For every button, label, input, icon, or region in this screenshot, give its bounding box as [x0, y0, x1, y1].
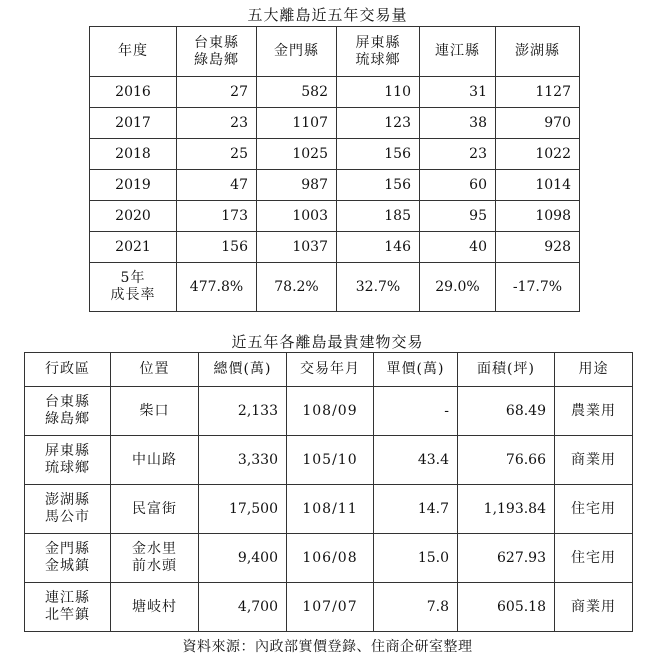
value-cell: 25 [177, 139, 257, 170]
growth-label: 5年 成長率 [90, 263, 177, 312]
growth-value: 29.0% [420, 263, 496, 312]
header-unit-price: 單價(萬) [374, 353, 458, 387]
district-cell: 金門縣 金城鎮 [25, 534, 111, 583]
value-cell: 970 [496, 108, 580, 139]
table-row [90, 232, 580, 263]
most-expensive-building-table [24, 352, 633, 632]
total-price-cell: 3,330 [199, 436, 287, 485]
header-usage: 用途 [555, 353, 633, 387]
usage-cell: 住宅用 [555, 534, 633, 583]
value-cell: 156 [337, 139, 420, 170]
value-cell: 40 [420, 232, 496, 263]
value-cell: 1127 [496, 77, 580, 108]
year-cell: 2021 [90, 232, 177, 263]
total-price-cell: 17,500 [199, 485, 287, 534]
district-cell: 台東縣 綠島鄉 [25, 387, 111, 436]
growth-value: 32.7% [337, 263, 420, 312]
location-cell: 塘岐村 [111, 583, 199, 632]
value-cell: 123 [337, 108, 420, 139]
unit-price-cell: 7.8 [374, 583, 458, 632]
year-cell: 2017 [90, 108, 177, 139]
growth-rate-row [90, 263, 580, 312]
header-pingtung-liuqiu: 屏東縣 琉球鄉 [337, 27, 420, 77]
table-row [90, 201, 580, 232]
header-year: 年度 [90, 27, 177, 77]
location-cell: 金水里 前水頭 [111, 534, 199, 583]
value-cell: 156 [177, 232, 257, 263]
header-location: 位置 [111, 353, 199, 387]
value-cell: 38 [420, 108, 496, 139]
location-cell: 中山路 [111, 436, 199, 485]
table1-header-row [90, 27, 580, 77]
value-cell: 60 [420, 170, 496, 201]
district-cell: 屏東縣 琉球鄉 [25, 436, 111, 485]
value-cell: 146 [337, 232, 420, 263]
table-row [90, 77, 580, 108]
value-cell: 1107 [257, 108, 337, 139]
table2-header-row [25, 353, 633, 387]
header-area: 面積(坪) [458, 353, 555, 387]
header-district: 行政區 [25, 353, 111, 387]
value-cell: 1037 [257, 232, 337, 263]
date-cell: 105/10 [287, 436, 374, 485]
growth-value: -17.7% [496, 263, 580, 312]
value-cell: 31 [420, 77, 496, 108]
table-row [25, 436, 633, 485]
district-cell: 連江縣 北竿鎮 [25, 583, 111, 632]
value-cell: 1022 [496, 139, 580, 170]
year-cell: 2016 [90, 77, 177, 108]
table-row [25, 583, 633, 632]
growth-value: 78.2% [257, 263, 337, 312]
usage-cell: 商業用 [555, 436, 633, 485]
value-cell: 1025 [257, 139, 337, 170]
data-source-note: 資料來源：內政部實價登錄、住商企研室整理 [182, 639, 473, 655]
area-cell: 76.66 [458, 436, 555, 485]
unit-price-cell: 15.0 [374, 534, 458, 583]
header-taitung-lvdao: 台東縣 綠島鄉 [177, 27, 257, 77]
value-cell: 23 [177, 108, 257, 139]
unit-price-cell: 43.4 [374, 436, 458, 485]
header-total-price: 總價(萬) [199, 353, 287, 387]
year-cell: 2018 [90, 139, 177, 170]
year-cell: 2019 [90, 170, 177, 201]
location-cell: 柴口 [111, 387, 199, 436]
value-cell: 185 [337, 201, 420, 232]
value-cell: 987 [257, 170, 337, 201]
usage-cell: 農業用 [555, 387, 633, 436]
value-cell: 27 [177, 77, 257, 108]
area-cell: 68.49 [458, 387, 555, 436]
date-cell: 107/07 [287, 583, 374, 632]
value-cell: 23 [420, 139, 496, 170]
value-cell: 1098 [496, 201, 580, 232]
unit-price-cell: 14.7 [374, 485, 458, 534]
value-cell: 110 [337, 77, 420, 108]
table-row [90, 108, 580, 139]
total-price-cell: 4,700 [199, 583, 287, 632]
value-cell: 156 [337, 170, 420, 201]
table1-title: 五大離島近五年交易量 [247, 6, 408, 24]
island-transaction-volume-table [89, 26, 580, 312]
unit-price-cell: - [374, 387, 458, 436]
usage-cell: 住宅用 [555, 485, 633, 534]
date-cell: 108/11 [287, 485, 374, 534]
value-cell: 47 [177, 170, 257, 201]
growth-value: 477.8% [177, 263, 257, 312]
table2-title: 近五年各離島最貴建物交易 [231, 333, 424, 351]
header-transaction-date: 交易年月 [287, 353, 374, 387]
table-row [90, 170, 580, 201]
value-cell: 928 [496, 232, 580, 263]
value-cell: 1003 [257, 201, 337, 232]
district-cell: 澎湖縣 馬公市 [25, 485, 111, 534]
header-lienchiang: 連江縣 [420, 27, 496, 77]
area-cell: 1,193.84 [458, 485, 555, 534]
usage-cell: 商業用 [555, 583, 633, 632]
header-kinmen: 金門縣 [257, 27, 337, 77]
value-cell: 1014 [496, 170, 580, 201]
area-cell: 627.93 [458, 534, 555, 583]
value-cell: 95 [420, 201, 496, 232]
area-cell: 605.18 [458, 583, 555, 632]
table-row [25, 387, 633, 436]
date-cell: 106/08 [287, 534, 374, 583]
table-row [25, 485, 633, 534]
table-row [25, 534, 633, 583]
value-cell: 582 [257, 77, 337, 108]
total-price-cell: 2,133 [199, 387, 287, 436]
location-cell: 民富街 [111, 485, 199, 534]
date-cell: 108/09 [287, 387, 374, 436]
total-price-cell: 9,400 [199, 534, 287, 583]
year-cell: 2020 [90, 201, 177, 232]
table-row [90, 139, 580, 170]
value-cell: 173 [177, 201, 257, 232]
header-penghu: 澎湖縣 [496, 27, 580, 77]
